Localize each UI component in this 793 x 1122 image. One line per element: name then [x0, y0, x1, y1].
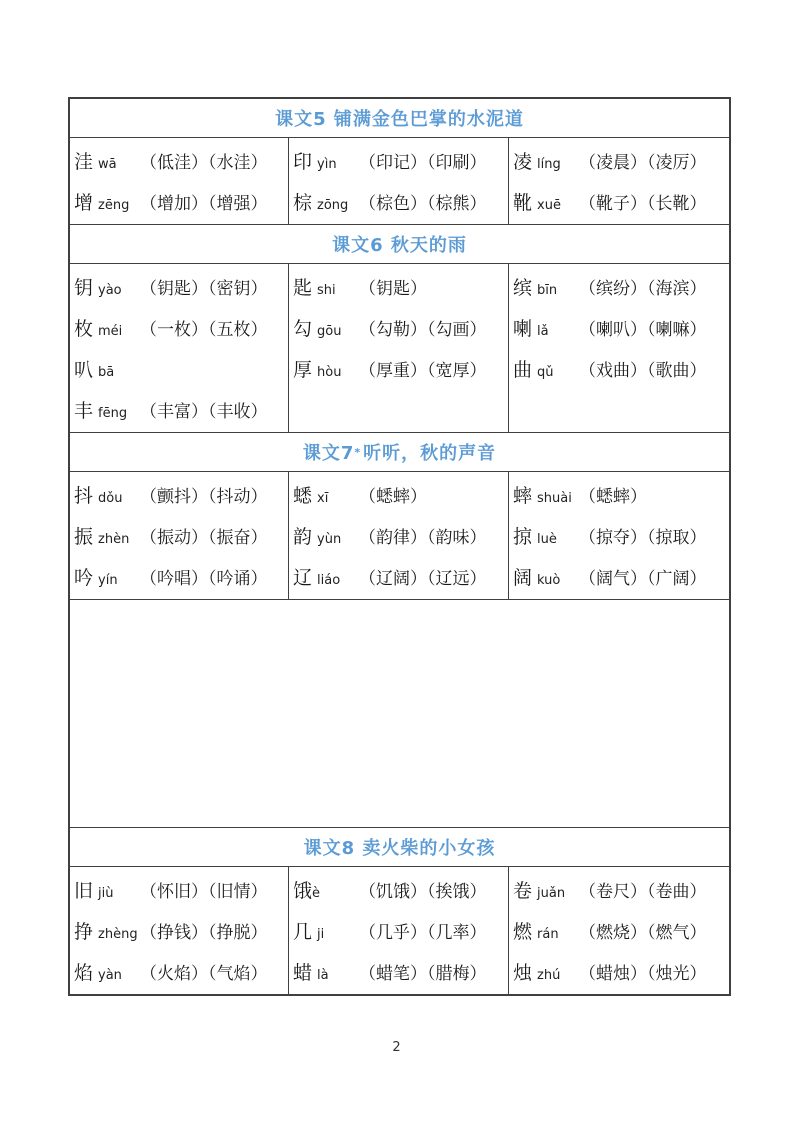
word-examples: （蜡笔）（腊梅）	[359, 964, 487, 984]
pinyin: yín	[98, 573, 118, 588]
vocab-entry	[513, 307, 729, 348]
section-header-lesson-7	[70, 433, 729, 472]
word-examples: （蟋蟀）	[359, 487, 427, 507]
vocab-entry	[293, 181, 508, 222]
pinyin: jiù	[98, 886, 114, 901]
vocab-entry	[74, 307, 288, 348]
vocab-entry	[513, 348, 729, 389]
hanzi-character: 增	[74, 192, 94, 214]
entry-head	[513, 355, 579, 382]
entry-head	[293, 481, 359, 508]
hanzi-character: 辽	[293, 567, 313, 589]
word-examples: （蜡烛）（烛光）	[579, 964, 707, 984]
word-examples: （戏曲）（歌曲）	[579, 361, 707, 381]
vocab-entry	[293, 140, 508, 181]
word-examples: （凌晨）（凌厉）	[579, 153, 707, 173]
vocabulary-table	[68, 97, 731, 996]
word-examples: （韵律）（韵味）	[359, 528, 487, 548]
hanzi-character: 挣	[74, 921, 94, 943]
hanzi-character: 旧	[74, 880, 94, 902]
vocab-entry	[293, 951, 508, 992]
vocab-entry	[513, 515, 729, 556]
entry-head	[74, 273, 140, 300]
entry-head	[74, 563, 140, 590]
pinyin: qǔ	[537, 365, 554, 380]
lesson-8-column-1	[70, 867, 289, 994]
pinyin: fēng	[98, 406, 128, 421]
entry-head	[293, 563, 359, 590]
pinyin: è	[312, 886, 321, 901]
vocab-entry	[74, 515, 288, 556]
vocab-entry	[513, 266, 729, 307]
word-examples: （颤抖）（抖动）	[140, 487, 268, 507]
hanzi-character: 曲	[513, 359, 533, 381]
vocab-entry	[74, 389, 288, 430]
pinyin: yùn	[317, 532, 342, 547]
vocab-entry	[74, 910, 288, 951]
entry-head	[74, 522, 140, 549]
lesson-6-column-2	[289, 264, 509, 432]
hanzi-character: 燃	[513, 921, 533, 943]
hanzi-character: 烛	[513, 962, 533, 984]
vocab-entry	[293, 910, 508, 951]
pinyin: zhú	[537, 968, 561, 983]
word-examples: （几乎）（几率）	[359, 923, 487, 943]
pinyin: ji	[317, 927, 325, 942]
pinyin: dǒu	[98, 491, 123, 506]
entry-head	[513, 958, 579, 985]
hanzi-character: 钥	[74, 277, 94, 299]
entry-head	[74, 396, 140, 423]
vocab-entry	[74, 556, 288, 597]
entry-head	[74, 314, 140, 341]
word-examples: （钥匙）	[359, 279, 427, 299]
vocab-entry	[74, 474, 288, 515]
hanzi-character: 丰	[74, 400, 94, 422]
pinyin: juǎn	[537, 886, 566, 901]
pinyin: bā	[98, 365, 115, 380]
entry-head	[293, 917, 359, 944]
lesson-6-words-row	[70, 264, 729, 433]
entry-head	[74, 481, 140, 508]
pinyin: lǎ	[537, 324, 549, 339]
vocab-entry	[74, 266, 288, 307]
hanzi-character: 阔	[513, 567, 533, 589]
entry-head	[513, 314, 579, 341]
word-examples: （火焰）（气焰）	[140, 964, 268, 984]
vocab-entry	[293, 474, 508, 515]
word-examples: （卷尺）（卷曲）	[579, 882, 707, 902]
vocab-entry	[513, 556, 729, 597]
hanzi-character: 几	[293, 921, 313, 943]
hanzi-character: 卷	[513, 880, 533, 902]
word-examples: （吟唱）（吟诵）	[140, 569, 268, 589]
pinyin: là	[317, 968, 329, 983]
pinyin: luè	[537, 532, 557, 547]
word-examples: （怀旧）（旧情）	[140, 882, 268, 902]
pinyin: yàn	[98, 968, 122, 983]
entry-head	[293, 188, 359, 215]
pinyin: zhèng	[98, 927, 138, 942]
word-examples: （掠夺）（掠取）	[579, 528, 707, 548]
asterisk-marker: *	[354, 445, 362, 459]
word-examples: （阔气）（广阔）	[579, 569, 707, 589]
word-examples: （丰富）（丰收）	[140, 402, 268, 422]
hanzi-character: 勾	[293, 318, 313, 340]
hanzi-character: 棕	[293, 192, 313, 214]
hanzi-character: 蟋	[293, 485, 313, 507]
hanzi-character: 蟀	[513, 485, 533, 507]
lesson-5-column-3	[509, 138, 729, 224]
pinyin: kuò	[537, 573, 561, 588]
pinyin: rán	[537, 927, 559, 942]
lesson-5-column-1	[70, 138, 289, 224]
word-examples: （饥饿）（挨饿）	[359, 882, 487, 902]
vocab-entry	[513, 140, 729, 181]
entry-head	[74, 917, 140, 944]
entry-head	[293, 147, 359, 174]
pinyin: zōng	[317, 198, 349, 213]
pinyin: xī	[317, 491, 329, 506]
pinyin: xuē	[537, 198, 561, 213]
vocab-entry	[513, 951, 729, 992]
vocab-entry	[74, 348, 288, 389]
pinyin: wā	[98, 157, 117, 172]
section-title: 课文8 卖火柴的小女孩	[303, 838, 496, 859]
pinyin: zhèn	[98, 532, 130, 547]
vocab-entry	[74, 140, 288, 181]
lesson-7-words-row	[70, 472, 729, 600]
entry-head	[513, 273, 579, 300]
lesson-8-words-row	[70, 867, 729, 994]
pinyin: líng	[537, 157, 561, 172]
vocab-entry	[293, 348, 508, 389]
hanzi-character: 印	[293, 151, 313, 173]
pinyin: shi	[317, 283, 336, 298]
lesson-6-column-3	[509, 264, 729, 432]
word-examples: （挣钱）（挣脱）	[140, 923, 268, 943]
entry-head	[74, 147, 140, 174]
word-examples: （一枚）（五枚）	[140, 320, 268, 340]
vocab-entry	[293, 515, 508, 556]
entry-head	[74, 958, 140, 985]
lesson-8-column-3	[509, 867, 729, 994]
lesson-7-column-3	[509, 472, 729, 599]
section-header-lesson-8	[70, 828, 729, 867]
entry-head	[293, 876, 359, 903]
vocab-entry	[293, 266, 508, 307]
hanzi-character: 蜡	[293, 962, 313, 984]
entry-head	[74, 355, 140, 382]
entry-head	[513, 876, 579, 903]
hanzi-character: 喇	[513, 318, 533, 340]
hanzi-character: 洼	[74, 151, 94, 173]
pinyin: hòu	[317, 365, 342, 380]
section-title: 课文6 秋天的雨	[332, 235, 467, 256]
pinyin: liáo	[317, 573, 341, 588]
vocab-entry	[293, 556, 508, 597]
hanzi-character: 靴	[513, 192, 533, 214]
word-examples: （钥匙）（密钥）	[140, 279, 268, 299]
entry-head	[293, 522, 359, 549]
vocab-entry	[513, 910, 729, 951]
pinyin: gōu	[317, 324, 342, 339]
section-header-lesson-6	[70, 225, 729, 264]
section-title-suffix: 听听，秋的声音	[363, 443, 497, 464]
entry-head	[513, 522, 579, 549]
hanzi-character: 凌	[513, 151, 533, 173]
vocab-entry	[513, 869, 729, 910]
pinyin: zēng	[98, 198, 130, 213]
hanzi-character: 叭	[74, 359, 94, 381]
hanzi-character: 饿	[293, 880, 313, 902]
lesson-8-column-2	[289, 867, 509, 994]
pinyin: shuài	[537, 491, 572, 506]
entry-head	[513, 188, 579, 215]
word-examples: （低洼）（水洼）	[140, 153, 268, 173]
entry-head	[74, 876, 140, 903]
lesson-7-column-1	[70, 472, 289, 599]
hanzi-character: 缤	[513, 277, 533, 299]
pinyin: méi	[98, 324, 123, 339]
word-examples: （喇叭）（喇嘛）	[579, 320, 707, 340]
hanzi-character: 枚	[74, 318, 94, 340]
lesson-6-column-1	[70, 264, 289, 432]
lesson-5-column-2	[289, 138, 509, 224]
word-examples: （增加）（增强）	[140, 194, 268, 214]
word-examples: （靴子）（长靴）	[579, 194, 707, 214]
entry-head	[293, 355, 359, 382]
pinyin: yìn	[317, 157, 337, 172]
word-examples: （厚重）（宽厚）	[359, 361, 487, 381]
entry-head	[513, 917, 579, 944]
vocab-entry	[74, 869, 288, 910]
hanzi-character: 韵	[293, 526, 313, 548]
lesson-7-column-2	[289, 472, 509, 599]
section-title: 课文7	[302, 443, 355, 464]
word-examples: （勾勒）（勾画）	[359, 320, 487, 340]
vocab-entry	[74, 181, 288, 222]
empty-spacer-row	[70, 600, 729, 828]
vocab-entry	[293, 869, 508, 910]
entry-head	[293, 958, 359, 985]
vocab-entry	[74, 951, 288, 992]
hanzi-character: 匙	[293, 277, 313, 299]
word-examples: （辽阔）（辽远）	[359, 569, 487, 589]
entry-head	[293, 273, 359, 300]
pinyin: yào	[98, 283, 122, 298]
vocab-entry	[293, 307, 508, 348]
entry-head	[293, 314, 359, 341]
section-title: 课文5 铺满金色巴掌的水泥道	[275, 109, 524, 130]
hanzi-character: 掠	[513, 526, 533, 548]
hanzi-character: 焰	[74, 962, 94, 984]
section-header-lesson-5	[70, 99, 729, 138]
word-examples: （印记）（印刷）	[359, 153, 487, 173]
word-examples: （蟋蟀）	[579, 487, 647, 507]
hanzi-character: 抖	[74, 485, 94, 507]
hanzi-character: 吟	[74, 567, 94, 589]
word-examples: （振动）（振奋）	[140, 528, 268, 548]
entry-head	[513, 147, 579, 174]
vocab-entry	[513, 181, 729, 222]
entry-head	[74, 188, 140, 215]
page-number: 2	[392, 1040, 401, 1055]
entry-head	[513, 563, 579, 590]
vocab-entry	[513, 474, 729, 515]
word-examples: （棕色）（棕熊）	[359, 194, 487, 214]
entry-head	[513, 481, 579, 508]
hanzi-character: 振	[74, 526, 94, 548]
word-examples: （缤纷）（海滨）	[579, 279, 707, 299]
hanzi-character: 厚	[293, 359, 313, 381]
pinyin: bīn	[537, 283, 558, 298]
word-examples: （燃烧）（燃气）	[579, 923, 707, 943]
lesson-5-words-row	[70, 138, 729, 225]
